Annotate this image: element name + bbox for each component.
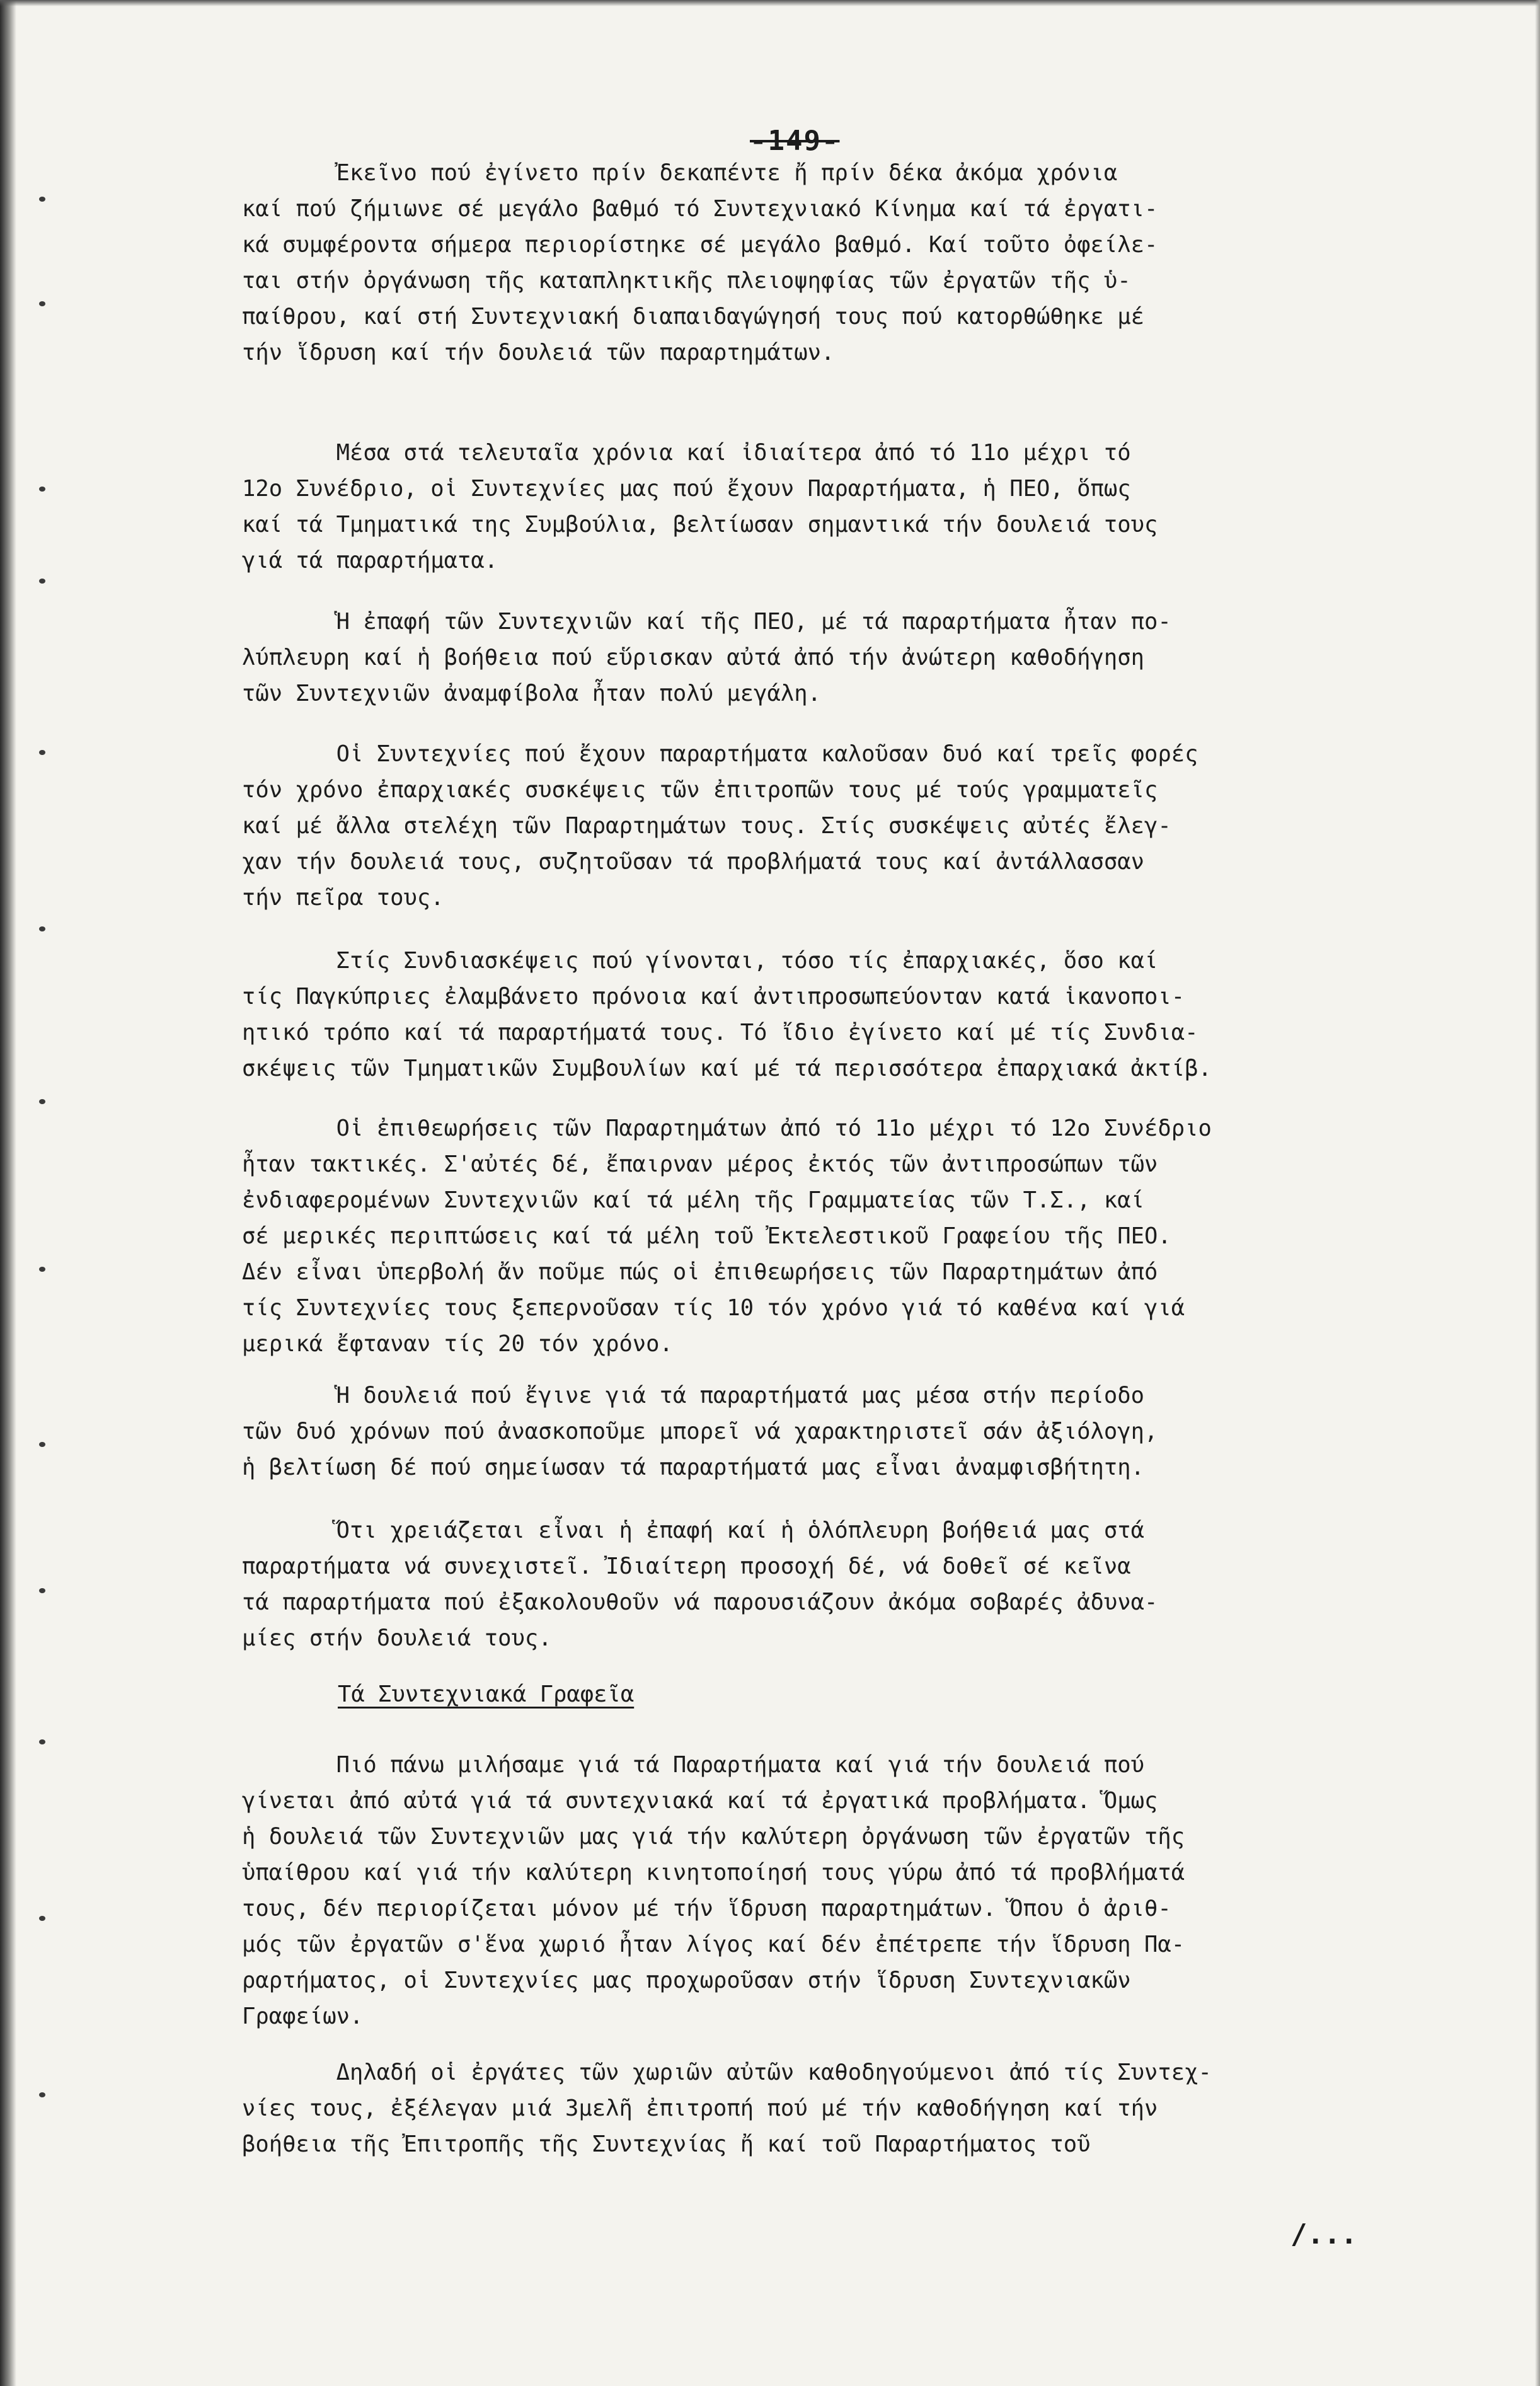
scan-left-edge [0,0,16,2386]
scan-right-edge [1535,0,1540,2386]
text-line: Μέσα στά τελευταῖα χρόνια καί ἰδιαίτερα ἀπό τό 11ο μέχρι τό [242,440,1131,466]
text-line: ἦταν τακτικές. Σ'αὐτές δέ, ἔπαιρναν μέρος ἐκτός τῶν ἀντιπροσώπων τῶν [242,1151,1158,1177]
text-line: Ἐκεῖνο πού ἐγίνετο πρίν δεκαπέντε ἤ πρίν δέκα ἀκόμα χρόνια [242,160,1118,186]
text-line: χαν τήν δουλειά τους, συζητοῦσαν τά προβλήματά τους καί ἀντάλλασσαν [242,849,1144,875]
text-line: τόν χρόνο ἐπαρχιακές συσκέψεις τῶν ἐπιτροπῶν τους μέ τούς γραμματεῖς [242,777,1158,803]
text-line: Ἡ δουλειά πού ἔγινε γιά τά παραρτήματά μας μέσα στήν περίοδο [242,1383,1144,1409]
paragraph [242,1110,1427,1362]
text-line: Οἱ ἐπιθεωρήσεις τῶν Παραρτημάτων ἀπό τό 11ο μέχρι τό 12ο Συνέδριο [242,1115,1212,1141]
margin-dot [39,301,45,306]
margin-dot [39,1588,45,1593]
text-line: μός τῶν ἐργατῶν σ'ἕνα χωριό ἦταν λίγος καί δέν ἐπέτρεπε τήν ἵδρυση Πα- [242,1932,1185,1957]
text-line: τίς Συντεχνίες τους ξεπερνοῦσαν τίς 10 τόν χρόνο γιά τό καθένα καί γιά [242,1295,1185,1321]
margin-dot [39,579,45,584]
margin-dot [39,1916,45,1921]
section-heading: Τά Συντεχνιακά Γραφεῖα [338,1681,635,1707]
text-line: σκέψεις τῶν Τμηματικῶν Συμβουλίων καί μέ τά περισσότερα ἐπαρχιακά ἀκτίβ. [242,1056,1212,1081]
paragraph [242,943,1427,1086]
text-line: Ὅτι χρειάζεται εἶναι ἡ ἐπαφή καί ἡ ὁλόπλευρη βοήθειά μας στά [242,1518,1144,1543]
paragraph [242,736,1427,916]
paragraph [242,1378,1427,1485]
text-line: μίες στήν δουλειά τους. [242,1625,552,1651]
text-line: Στίς Συνδιασκέψεις πού γίνονται, τόσο τίς ἐπαρχιακές, ὅσο καί [242,948,1158,974]
margin-dot [39,926,45,931]
text-line: ραρτήματος, οἱ Συντεχνίες μας προχωροῦσαν στήν ἵδρυση Συντεχνιακῶν [242,1968,1131,1993]
text-line: κά συμφέροντα σήμερα περιορίστηκε σέ μεγάλο βαθμό. Καί τοῦτο ὀφείλε- [242,232,1158,258]
text-line: γίνεται ἀπό αὐτά γιά τά συντεχνιακά καί τά ἐργατικά προβλήματα. Ὅμως [242,1788,1158,1814]
text-line: Δηλαδή οἱ ἐργάτες τῶν χωριῶν αὐτῶν καθοδηγούμενοι ἀπό τίς Συντεχ- [242,2060,1212,2085]
text-line: καί πού ζήμιωνε σέ μεγάλο βαθμό τό Συντεχνιακό Κίνημα καί τά ἐργατι- [242,196,1158,222]
text-line: μερικά ἔφταναν τίς 20 τόν χρόνο. [242,1331,673,1357]
paragraph [242,1747,1427,2034]
continuation-mark: /... [1290,2218,1357,2251]
paragraph [242,155,1427,371]
text-line: τῶν Συντεχνιῶν ἀναμφίβολα ἦταν πολύ μεγάλη. [242,681,822,706]
text-line: ἡ δουλειά τῶν Συντεχνιῶν μας γιά τήν καλύτερη ὀργάνωση τῶν ἐργατῶν τῆς [242,1824,1185,1850]
margin-dot [39,197,45,202]
paragraph [242,2055,1427,2162]
text-line: βοήθεια τῆς Ἐπιτροπῆς τῆς Συντεχνίας ἤ καί τοῦ Παραρτήματος τοῦ [242,2131,1091,2157]
text-line: σέ μερικές περιπτώσεις καί τά μέλη τοῦ Ἐκτελεστικοῦ Γραφείου τῆς ΠΕΟ. [242,1223,1171,1249]
margin-dot [39,1442,45,1447]
text-line: Οἱ Συντεχνίες πού ἔχουν παραρτήματα καλοῦσαν δυό καί τρεῖς φορές [242,741,1198,767]
scan-top-edge [0,0,1540,6]
text-line: τήν ἵδρυση καί τήν δουλειά τῶν παραρτημάτων. [242,340,835,366]
text-line: τίς Παγκύπριες ἐλαμβάνετο πρόνοια καί ἀντιπροσωπεύονταν κατά ἱκανοποι- [242,984,1185,1010]
text-line: 12ο Συνέδριο, οἱ Συντεχνίες μας πού ἔχουν Παραρτήματα, ἡ ΠΕΟ, ὅπως [242,476,1131,502]
margin-dot [39,750,45,755]
text-line: Ἡ ἐπαφή τῶν Συντεχνιῶν καί τῆς ΠΕΟ, μέ τά παραρτήματα ἦταν πο- [242,609,1171,635]
text-line: ητικό τρόπο καί τά παραρτήματά τους. Τό ἴδιο ἐγίνετο καί μέ τίς Συνδια- [242,1020,1198,1046]
paragraph [242,435,1427,579]
text-line: Πιό πάνω μιλήσαμε γιά τά Παραρτήματα καί γιά τήν δουλειά πού [242,1752,1144,1778]
text-line: ται στήν ὀργάνωση τῆς καταπληκτικῆς πλειοψηφίας τῶν ἐργατῶν τῆς ὑ- [242,268,1131,294]
text-line: καί μέ ἄλλα στελέχη τῶν Παραρτημάτων τους. Στίς συσκέψεις αὐτές ἔλεγ- [242,813,1171,839]
margin-dot [39,1099,45,1104]
text-line: παραρτήματα νά συνεχιστεῖ. Ἰδιαίτερη προσοχή δέ, νά δοθεῖ σέ κεῖνα [242,1553,1131,1579]
text-line: γιά τά παραρτήματα. [242,548,498,573]
text-line: ὑπαίθρου καί γιά τήν καλύτερη κινητοποίησή τους γύρω ἀπό τά προβλήματά [242,1860,1185,1886]
text-line: παίθρου, καί στή Συντεχνιακή διαπαιδαγώγησή τους πού κατορθώθηκε μέ [242,304,1144,330]
margin-dot [39,1739,45,1744]
text-line: τά παραρτήματα πού ἐξακολουθοῦν νά παρουσιάζουν ἀκόμα σοβαρές ἀδυνα- [242,1589,1158,1615]
text-line: καί τά Τμηματικά της Συμβούλια, βελτίωσαν σημαντικά τήν δουλειά τους [242,512,1158,538]
text-line: νίες τους, ἐξέλεγαν μιά 3μελῆ ἐπιτροπή πού μέ τήν καθοδήγηση καί τήν [242,2095,1158,2121]
margin-dot [39,1267,45,1272]
text-line: ἐνδιαφερομένων Συντεχνιῶν καί τά μέλη τῆς Γραμματείας τῶν Τ.Σ., καί [242,1187,1144,1213]
paragraph [242,604,1427,712]
text-line: ἡ βελτίωση δέ πού σημείωσαν τά παραρτήματά μας εἶναι ἀναμφισβήτητη. [242,1455,1144,1480]
text-line: τῶν δυό χρόνων πού ἀνασκοποῦμε μπορεῖ νά χαρακτηριστεῖ σάν ἀξιόλογη, [242,1419,1158,1444]
text-line: Γραφείων. [242,2003,364,2029]
paragraph [242,1513,1427,1656]
margin-dot [39,2092,45,2097]
text-line: τους, δέν περιορίζεται μόνον μέ τήν ἵδρυση παραρτημάτων. Ὅπου ὁ ἀριθ- [242,1896,1171,1922]
page-number: -149- [750,125,840,157]
text-line: λύπλευρη καί ἡ βοήθεια πού εὕρισκαν αὐτά ἀπό τήν ἀνώτερη καθοδήγηση [242,645,1144,671]
margin-dot [39,487,45,492]
text-line: Δέν εἶναι ὑπερβολή ἄν ποῦμε πώς οἱ ἐπιθεωρήσεις τῶν Παραρτημάτων ἀπό [242,1259,1158,1285]
text-line: τήν πεῖρα τους. [242,885,444,911]
